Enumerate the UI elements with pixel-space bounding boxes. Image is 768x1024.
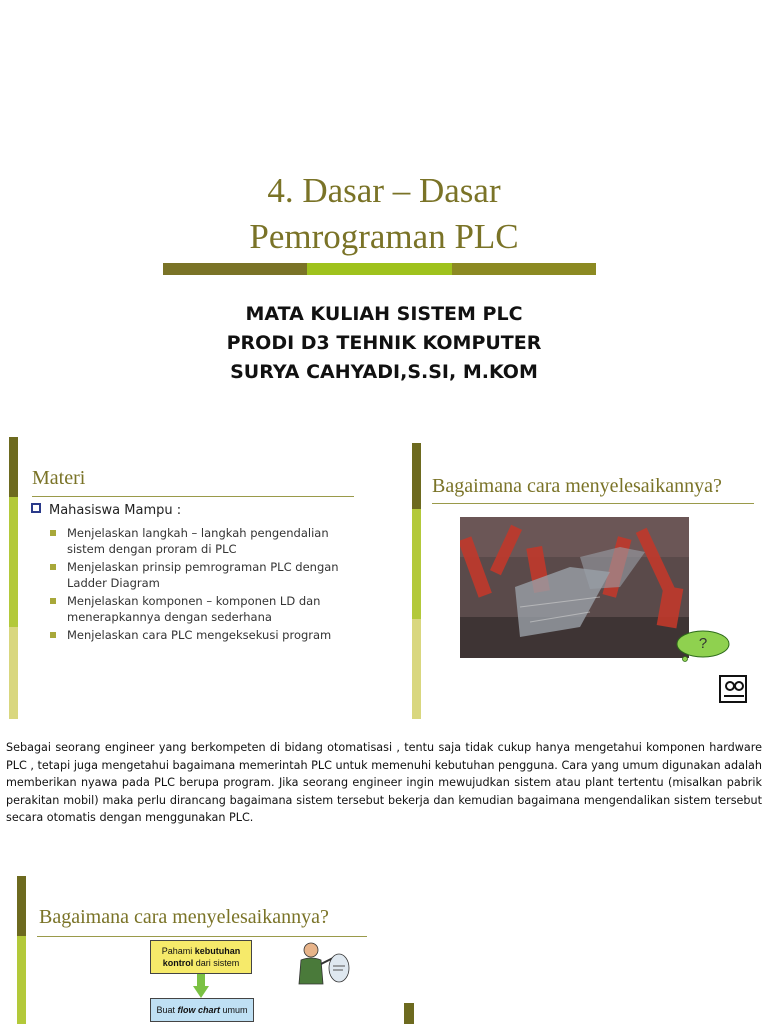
lead-text: Mahasiswa Mampu :: [49, 503, 182, 518]
presenter-icon: [293, 940, 353, 988]
slide-accent-bar: [17, 876, 26, 1024]
slide-accent-bar: [9, 437, 18, 719]
slide-lead: [31, 503, 181, 518]
title-bar-segment: [452, 263, 596, 275]
step-text-bold: kontrol: [162, 958, 194, 968]
slide-heading: Materi: [32, 467, 86, 489]
slide-accent-bar: [412, 443, 421, 719]
list-item: Menjelaskan langkah – langkah pengendalian sistem dengan proram di PLC: [50, 525, 360, 557]
title-bar-segment: [307, 263, 451, 275]
title-bar-segment: [163, 263, 307, 275]
title-underline-bar: [163, 263, 596, 275]
flow-step-understand: [150, 940, 252, 974]
step-text: Buat: [156, 1005, 178, 1015]
program-name: PRODI D3 TEHNIK KOMPUTER: [226, 332, 542, 354]
step-text-bold: flow chart: [177, 1005, 220, 1015]
slide-heading: Bagaimana cara menyelesaikannya?: [39, 906, 329, 928]
step-text: Pahami: [161, 946, 195, 956]
slide-accent-bar-partial: [404, 1003, 414, 1024]
heading-rule: [32, 496, 354, 497]
list-item: Menjelaskan prinsip pemrograman PLC dengan Ladder Diagram: [50, 559, 360, 591]
slide-question: [412, 443, 757, 719]
step-text-bold: kebutuhan: [194, 946, 241, 956]
lecturer-name: SURYA CAHYADI,S.SI, M.KOM: [230, 361, 538, 383]
arrow-down-icon: [193, 974, 209, 998]
car-factory-image: [460, 517, 689, 658]
list-item: Menjelaskan komponen – komponen LD dan menerapkannya dengan sederhana: [50, 593, 360, 625]
course-info: [0, 300, 768, 387]
step-text: dari sistem: [193, 958, 240, 968]
slide-materi: [9, 437, 369, 719]
objectives-list: [50, 525, 360, 645]
document-title: [0, 168, 768, 260]
square-bullet-icon: [31, 503, 41, 513]
flow-step-flowchart: [150, 998, 254, 1022]
question-mark: ?: [698, 635, 708, 652]
question-mark-wrap: [675, 629, 731, 663]
course-name: MATA KULIAH SISTEM PLC: [245, 303, 523, 325]
body-paragraph: Sebagai seorang engineer yang berkompeten di bidang otomatisasi , tentu saja tidak cukup hanya mengetahui komponen hardware PLC , tetapi juga mengetahui bagaimana memerintah PLC untuk memenuhi kebutuhan pengguna. Cara yang umum digunakan adalah memberikan nyawa pada PLC berupa program. Jika seorang engineer ingin mewujudkan sistem atau plant tertentu (misalkan pabrik perakitan mobil) maka perlu dirancang bagaimana sistem tersebut bekerja dan kemudian bagaimana mengendalikan sistem tersebut secara otomatis dengan menggunakan PLC.: [6, 741, 762, 824]
slide-flowchart: [17, 876, 372, 1024]
thinking-person-icon: [718, 672, 750, 704]
heading-rule: [37, 936, 367, 937]
slide-heading: Bagaimana cara menyelesaikannya?: [432, 475, 722, 497]
heading-rule: [432, 503, 754, 504]
list-item: Menjelaskan cara PLC mengeksekusi program: [50, 627, 360, 643]
title-line-1: 4. Dasar – Dasar: [267, 171, 501, 210]
title-line-2: Pemrograman PLC: [249, 217, 519, 256]
step-text: umum: [220, 1005, 248, 1015]
